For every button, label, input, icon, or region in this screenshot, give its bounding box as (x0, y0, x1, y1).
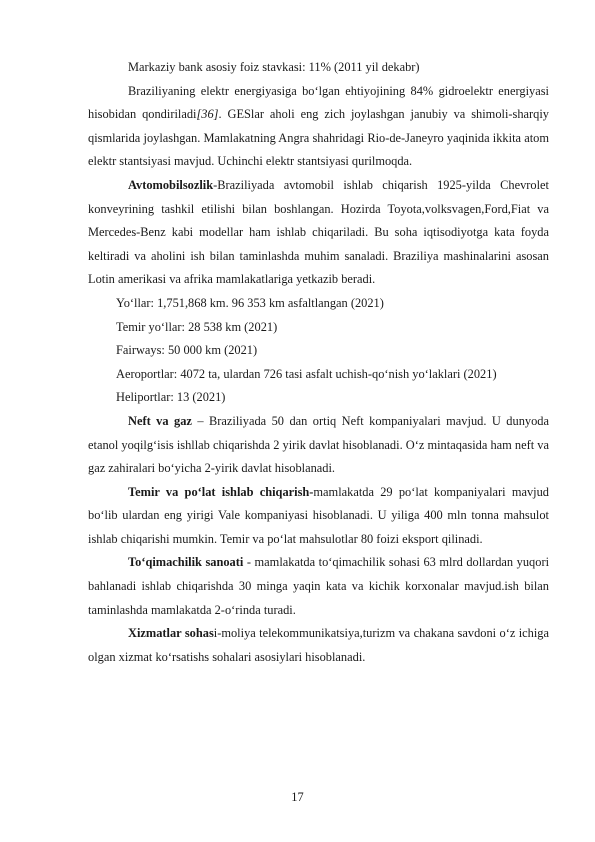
automotive-heading: Avtomobilsozlik (128, 177, 214, 192)
steel-heading: Temir va po‘lat ishlab chiqarish- (128, 484, 314, 499)
roads-text: Yo‘llar: 1,751,868 km. 96 353 km asfaltlangan (2021) (116, 295, 384, 310)
textile-heading: To‘qimachilik sanoati (128, 555, 244, 570)
energy-text-b: . GESlar aholi eng zich joylashgan janubiy va shimoli-sharqiy qismlarida joylashgan. Mamlakatning Angra shahridagi Rio-de-Janeyro yaqinida ikkita atom elektr stantsiyasi mavjud. Uchinchi elektr stantsiyasi qurilmoqda. (88, 107, 549, 169)
fairways-text: Fairways: 50 000 km (2021) (116, 343, 258, 358)
airports-text: Aeroportlar: 4072 ta, ulardan 726 tasi asfalt uchish-qo‘nish yo‘laklari (2021) (116, 366, 497, 381)
paragraph-interest-rate (88, 56, 549, 80)
list-item-heliports (88, 386, 549, 410)
oil-gas-heading: Neft va gaz (128, 413, 192, 428)
paragraph-energy (88, 80, 549, 174)
paragraph-steel (88, 481, 549, 552)
interest-rate-text: Markaziy bank asosiy foiz stavkasi: 11% (2011 yil dekabr) (128, 60, 420, 74)
list-item-fairways (88, 339, 549, 363)
page-content (88, 56, 549, 669)
steel-text: mamlakatda 29 po‘lat kompaniyalari mavjud bo‘lib ulardan eng yirigi Vale kompaniyasi hisoblanadi. U yiliga 400 mln tonna mahsulot ishlab chiqarishi mumkin. Temir va po‘lat mahsulotlar 80 foizi eksport qilinadi. (88, 484, 549, 546)
energy-text-a: Braziliyaning elektr energiyasiga bo‘lgan ehtiyojining 84% gidroelektr energiyasi hisobidan qondiriladi (88, 83, 549, 122)
paragraph-services (88, 622, 549, 669)
list-item-railways (88, 316, 549, 340)
automotive-text: -Braziliyada avtomobil ishlab chiqarish 1925-yilda Chevrolet konveyrining tashkil etilishi bilan boshlangan. Hozirda Toyota,volksvagen,Ford,Fiat va Mercedes-Benz kabi modellar ham ishlab chiqariladi. Bu soha iqtisodiyotga kata foyda keltiradi va aholini ish bilan taminlashda muhim sanaladi. Braziliya mashinalarini asosan Lotin amerikasi va afrika mamlakatlariga yetkazib beradi. (88, 177, 549, 287)
paragraph-textile (88, 551, 549, 622)
services-heading: Xizmatlar sohas (128, 626, 214, 641)
list-item-airports (88, 363, 549, 387)
page-number: 17 (291, 790, 304, 804)
heliports-text: Heliportlar: 13 (2021) (116, 390, 226, 405)
services-text: i-moliya telekommunikatsiya,turizm va chakana savdoni o‘z ichiga olgan xizmat ko‘rsatishs sohalari asosiylari hisoblanadi. (88, 626, 549, 664)
railways-text: Temir yo‘llar: 28 538 km (2021) (116, 319, 278, 334)
paragraph-automotive (88, 174, 549, 292)
list-item-roads (88, 292, 549, 316)
oil-gas-text: – Braziliyada 50 dan ortiq Neft kompaniyalari mavjud. U dunyoda etanol yoqilg‘isis ishllab chiqarishda 2 yirik davlat hisoblanadi. O‘z mintaqasida ham neft va gaz zahiralari bo‘yicha 2-yirik davlat hisoblanadi. (88, 413, 549, 476)
textile-text: - mamlakatda to‘qimachilik sohasi 63 mlrd dollardan yuqori bahlanadi ishlab chiqarishda 30 minga yaqin kata va kichik korxonalar mavjud.ish bilan taminlashda mamlakatda 2-o‘rinda turadi. (88, 555, 550, 617)
citation-ref: [36] (196, 107, 219, 122)
paragraph-oil-gas (88, 410, 549, 481)
